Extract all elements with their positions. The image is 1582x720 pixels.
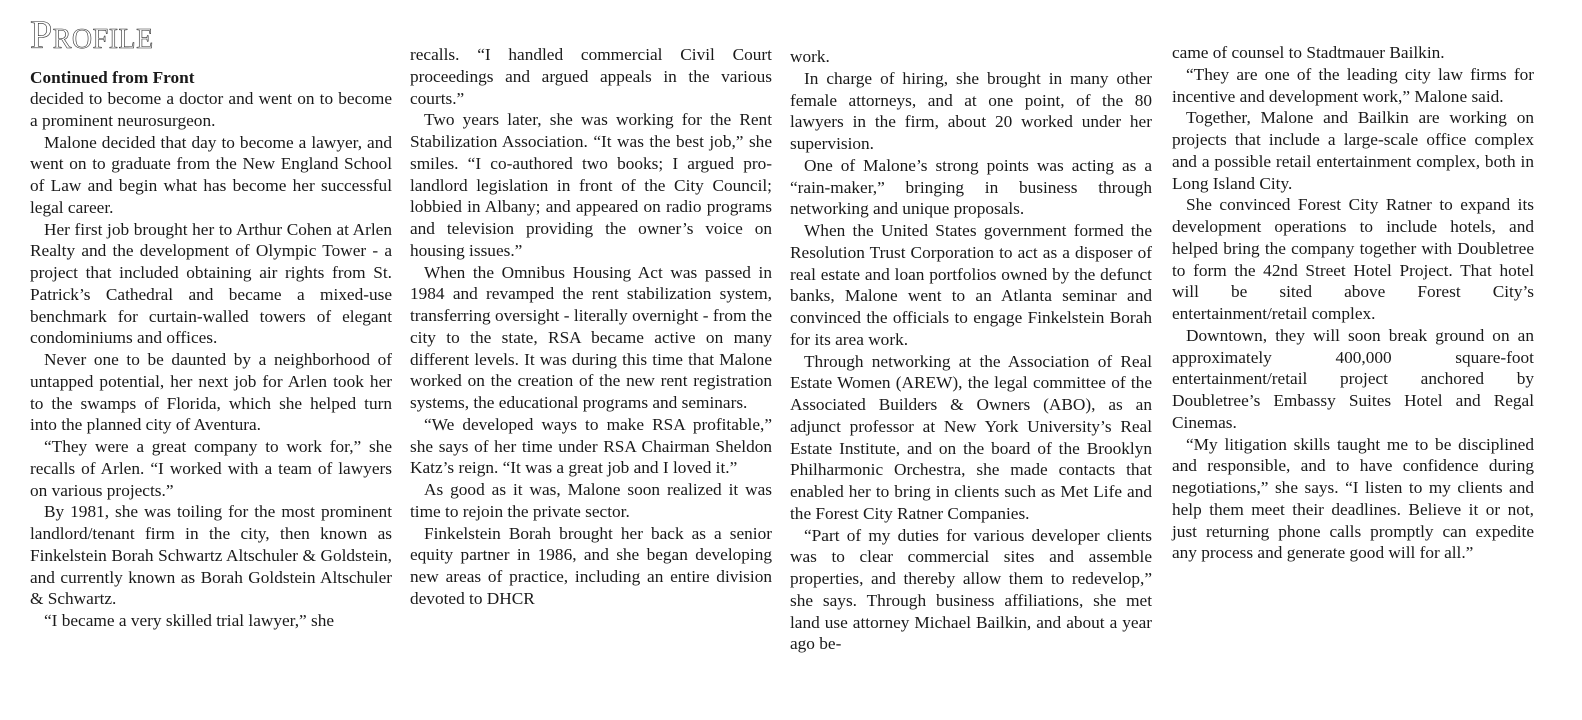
article-column-1 <box>30 0 392 632</box>
article-paragraph: decided to become a doctor and went on to become a prominent neurosurgeon. <box>30 89 392 130</box>
article-paragraph: Two years later, she was working for the Rent Stabilization Association. “It was the best job,” she smiles. “I co-authored two books; I argued pro-landlord legislation in front of the City Council; lobbied in Albany; and appeared on radio programs and television providing the owner’s voice on housing issues.” <box>410 110 772 260</box>
article-paragraph: recalls. “I handled commercial Civil Court proceedings and argued appeals in the various courts.” <box>410 45 772 108</box>
column-3-paragraphs <box>790 46 1152 655</box>
article-paragraph: “They were a great company to work for,” she recalls of Arlen. “I worked with a team of lawyers on various projects.” <box>30 437 392 500</box>
article-paragraph: Never one to be daunted by a neighborhood of untapped potential, her next job for Arlen took her to the swamps of Florida, which she helped turn into the planned city of Aventura. <box>30 350 392 435</box>
article-paragraph: Together, Malone and Bailkin are working on projects that include a large-scale office complex and a possible retail entertainment complex, both in Long Island City. <box>1172 108 1534 193</box>
column-2-paragraphs <box>410 44 772 610</box>
jump-line: Continued from Front <box>30 68 195 87</box>
article-paragraph: By 1981, she was toiling for the most prominent landlord/tenant firm in the city, then known as Finkelstein Borah Schwartz Altschuler & Goldstein, and currently known as Borah Goldstein Altschuler & Schwartz. <box>30 502 392 609</box>
article-paragraph: One of Malone’s strong points was acting as a “rain-maker,” bringing in business through networking and unique proposals. <box>790 155 1152 219</box>
article-paragraph: When the Omnibus Housing Act was passed in 1984 and revamped the rent stabilization system, transferring oversight - literally overnight - from the city to the state, RSA became active on many different levels. It was during this time that Malone worked on the creation of the new rent registration systems, the educational programs and seminars. <box>410 262 772 412</box>
article-paragraph: As good as it was, Malone soon realized it was time to rejoin the private sector. <box>410 480 772 521</box>
article-paragraph: “They are one of the leading city law firms for incentive and development work,” Malone said. <box>1172 64 1534 106</box>
article-paragraph: “I became a very skilled trial lawyer,” she <box>44 611 335 630</box>
column-1-paragraphs <box>30 88 392 632</box>
article-column-2 <box>410 44 772 610</box>
article-paragraph: “Part of my duties for various developer clients was to clear commercial sites and assemble properties, and thereby allow them to redevelop,” she says. Through business affiliations, she met land use attorney Michael Bailkin, and about a year ago be- <box>790 525 1152 654</box>
article-paragraph: She convinced Forest City Ratner to expand its development operations to include hotels, and helped bring the company together with Doubletree to form the 42nd Street Hotel Project. That hotel will be sited above Forest City’s entertainment/retail complex. <box>1172 195 1534 323</box>
article-paragraph: When the United States government formed the Resolution Trust Corporation to act as a disposer of real estate and loan portfolios owned by the defunct banks, Malone went to an Atlanta seminar and convinced the officials to engage Finkelstein Borah for its area work. <box>790 221 1152 349</box>
article-paragraph: came of counsel to Stadtmauer Bailkin. <box>1172 43 1445 62</box>
article-paragraph: Finkelstein Borah brought her back as a senior equity partner in 1986, and she began developing new areas of practice, including an entire division devoted to DHCR <box>410 523 772 608</box>
article-paragraph: In charge of hiring, she brought in many other female attorneys, and at one point, of the 80 lawyers in the firm, about 20 worked under her supervision. <box>790 68 1152 153</box>
column-4-paragraphs <box>1172 42 1534 564</box>
article-paragraph: “We developed ways to make RSA profitable,” she says of her time under RSA Chairman Sheldon Katz’s reign. “It was a great job and I loved it.” <box>410 414 772 478</box>
article-column-3 <box>790 46 1152 655</box>
section-kicker: Profile <box>30 12 154 57</box>
article-paragraph: Malone decided that day to become a lawyer, and went on to graduate from the New England School of Law and begin what has become her successful legal career. <box>30 132 392 217</box>
article-column-4 <box>1172 42 1534 564</box>
article-paragraph: work. <box>790 47 830 66</box>
article-paragraph: Downtown, they will soon break ground on an approximately 400,000 square-foot entertainment/retail project anchored by Doubletree’s Embassy Suites Hotel and Regal Cinemas. <box>1172 325 1534 432</box>
article-paragraph: Through networking at the Association of Real Estate Women (AREW), the legal committee of the Associated Builders & Owners (ABO), as an adjunct professor at New York University’s Real Estate Institute, and on the board of the Brooklyn Philharmonic Orchestra, she made contacts that enabled her to bring in clients such as Met Life and the Forest City Ratner Companies. <box>790 351 1152 523</box>
article-paragraph: “My litigation skills taught me to be disciplined and responsible, and to have confidence during negotiations,” she says. “I listen to my clients and help them meet their deadlines. Believe it or not, just returning phone calls promptly can expedite any process and generate good will for all.” <box>1172 434 1534 563</box>
article-paragraph: Her first job brought her to Arthur Cohen at Arlen Realty and the development of Olympic Tower - a project that included obtaining air rights from St. Patrick’s Cathedral and became a mixed-use benchmark for curtain-walled towers of elegant condominiums and offices. <box>30 219 392 348</box>
